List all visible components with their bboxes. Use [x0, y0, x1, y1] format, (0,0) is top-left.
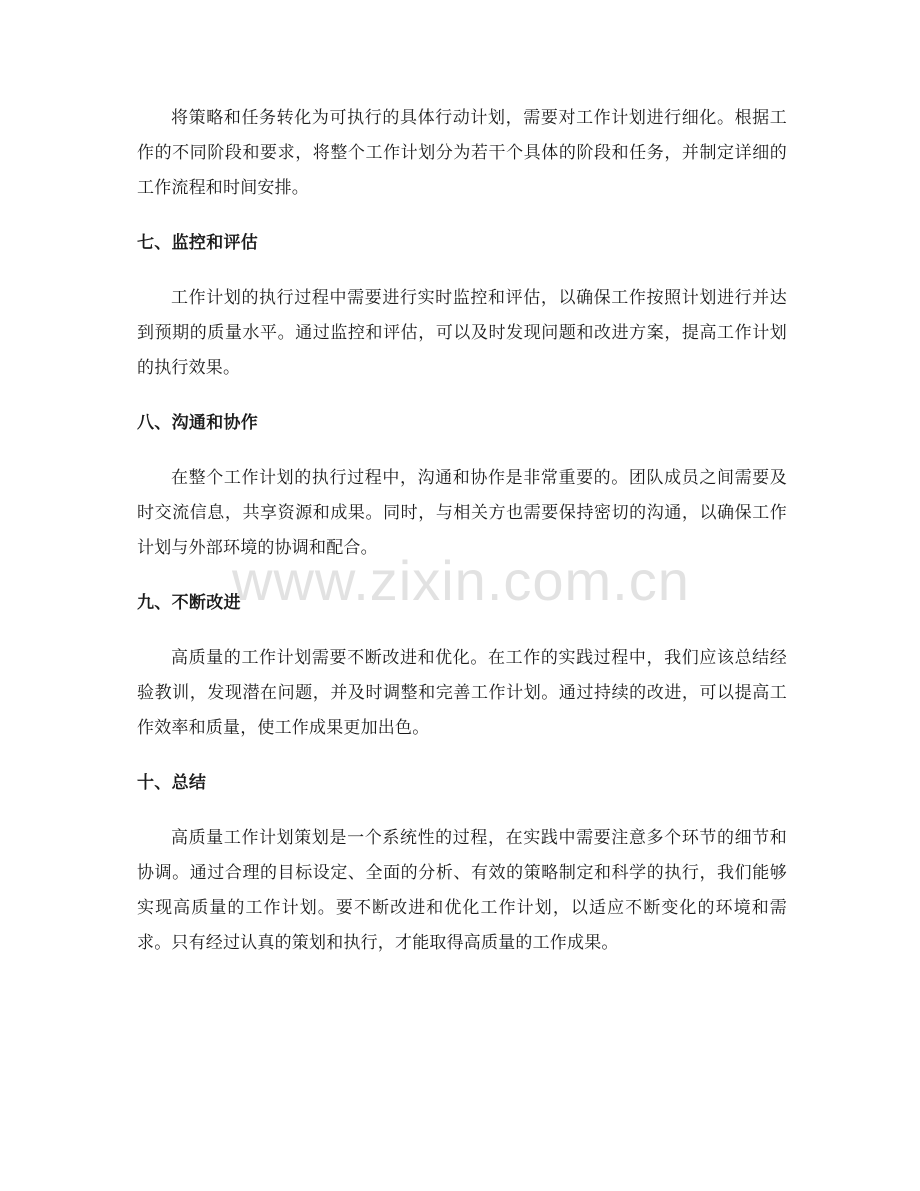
paragraph-monitoring: 工作计划的执行过程中需要进行实时监控和评估，以确保工作按照计划进行并达到预期的质量水平。通过监控和评估，可以及时发现问题和改进方案，提高工作计划的执行效果。 [137, 288, 787, 378]
document-body [137, 101, 787, 961]
paragraph-summary: 高质量工作计划策划是一个系统性的过程，在实践中需要注意多个环节的细节和协调。通过合理的目标设定、全面的分析、有效的策略制定和科学的执行，我们能够实现高质量的工作计划。要不断改进和优化工作计划，以适应不断变化的环境和需求。只有经过认真的策划和执行，才能取得高质量的工作成果。 [137, 828, 787, 953]
section-heading-improvement: 九、不断改进 [137, 593, 241, 613]
paragraph-improvement: 高质量的工作计划需要不断改进和优化。在工作的实践过程中，我们应该总结经验教训，发现潜在问题，并及时调整和完善工作计划。通过持续的改进，可以提高工作效率和质量，使工作成果更加出色。 [137, 648, 787, 738]
section-heading-communication: 八、沟通和协作 [137, 413, 259, 433]
section-heading-summary: 十、总结 [137, 773, 207, 793]
watermark: www.zixin.com.cn [232, 549, 690, 612]
paragraph-communication: 在整个工作计划的执行过程中，沟通和协作是非常重要的。团队成员之间需要及时交流信息，共享资源和成果。同时，与相关方也需要保持密切的沟通，以确保工作计划与外部环境的协调和配合。 [137, 468, 787, 558]
paragraph-task-refinement: 将策略和任务转化为可执行的具体行动计划，需要对工作计划进行细化。根据工作的不同阶段和要求，将整个工作计划分为若干个具体的阶段和任务，并制定详细的工作流程和时间安排。 [137, 108, 787, 198]
section-heading-monitoring: 七、监控和评估 [137, 233, 259, 253]
